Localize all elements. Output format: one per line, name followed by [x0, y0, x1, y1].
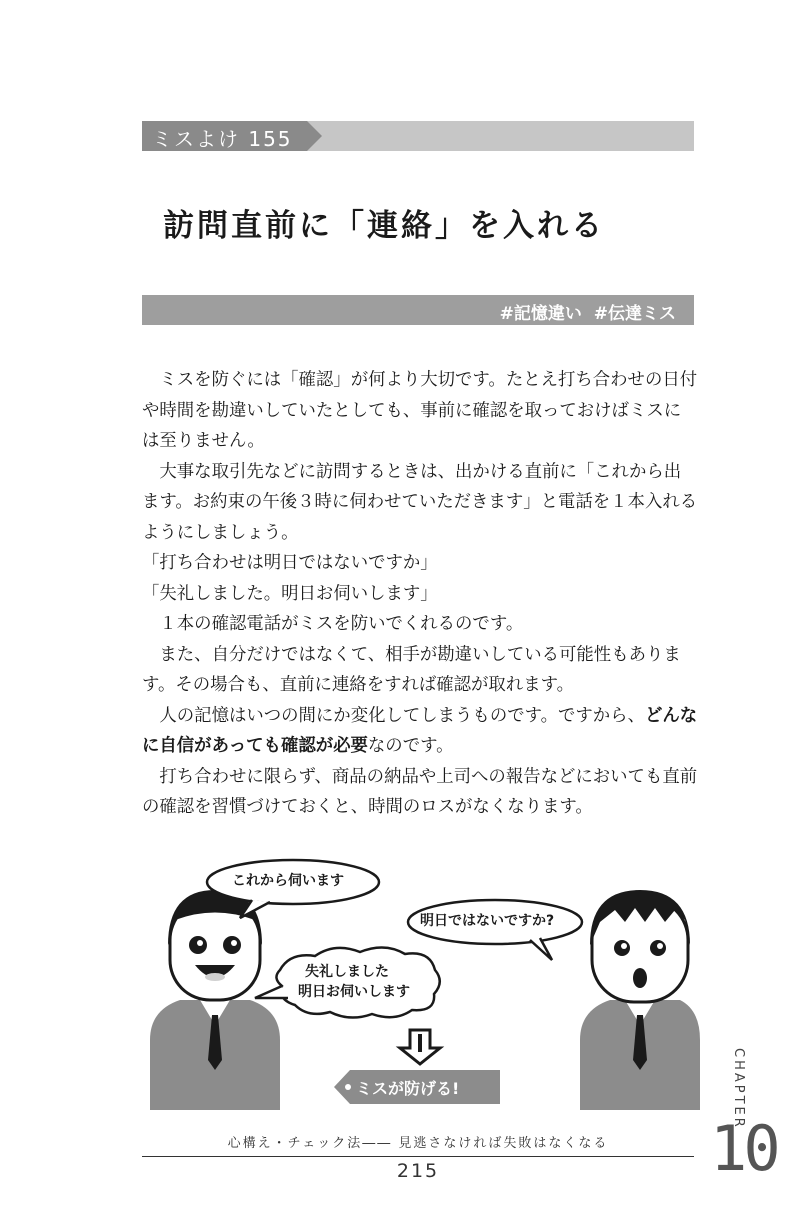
right-person — [580, 890, 700, 1110]
paragraph: ミスを防ぐには「確認」が何より大切です。たとえ打ち合わせの日付や時間を勘違いしていたとしても、事前に確認を取っておけばミスには至りません。 — [142, 370, 698, 451]
result-banner — [334, 1070, 500, 1104]
paragraph: また、自分だけではなくて、相手が勘違いしている可能性もあります。その場合も、直前に連絡をすれば確認が取れます。 — [142, 644, 681, 695]
hashtag-bar — [142, 295, 694, 325]
section-tag-label — [142, 121, 322, 151]
body-text — [142, 365, 698, 823]
chapter-label: CHAPTER — [731, 1048, 746, 1130]
paragraph-lead: 人の記憶はいつの間にか変化してしまうものです。ですから、 — [159, 705, 645, 726]
dialogue-line: 「打ち合わせは明日ではないですか」 — [142, 553, 438, 573]
bubble-text-bottom-left-1: 失礼しました — [305, 964, 389, 980]
bubble-text-right: 明日ではないですか? — [420, 913, 555, 929]
emphasis-text: どんなに自信があっても確認が必要 — [142, 705, 698, 756]
tag-number: ミスよけ 155 — [152, 127, 293, 151]
page-title: 訪問直前に「連絡」を入れる — [163, 208, 605, 244]
result-text: ミスが防げる! — [356, 1079, 460, 1098]
left-person — [150, 890, 280, 1110]
bubble-text-bottom-left-2: 明日お伺いします — [298, 984, 410, 1000]
paragraph: 大事な取引先などに訪問するときは、出かける直前に「これから出ます。お約束の午後３時に伺わせていただきます」と電話を１本入れるようにしましょう。 — [142, 461, 698, 543]
hashtags: #記憶違い #伝達ミス — [499, 304, 676, 324]
page-number: 215 — [396, 1160, 440, 1182]
dialogue-line: 「失礼しました。明日お伺いします」 — [142, 583, 438, 604]
chapter-number: 10 — [710, 1112, 777, 1185]
footer-caption: 心構え・チェック法―― 見逃さなければ失敗はなくなる — [227, 1136, 609, 1151]
bubble-text-top-left: これから伺います — [232, 873, 344, 889]
paragraph — [142, 701, 698, 762]
down-arrow-icon — [400, 1030, 440, 1064]
paragraph-tail: なのです。 — [367, 736, 454, 756]
paragraph: 打ち合わせに限らず、商品の納品や上司への報告などにおいても直前の確認を習慣づけておくと、時間のロスがなくなります。 — [142, 766, 698, 817]
footer-divider — [142, 1156, 694, 1157]
paragraph: １本の確認電話がミスを防いでくれるのです。 — [159, 614, 524, 634]
